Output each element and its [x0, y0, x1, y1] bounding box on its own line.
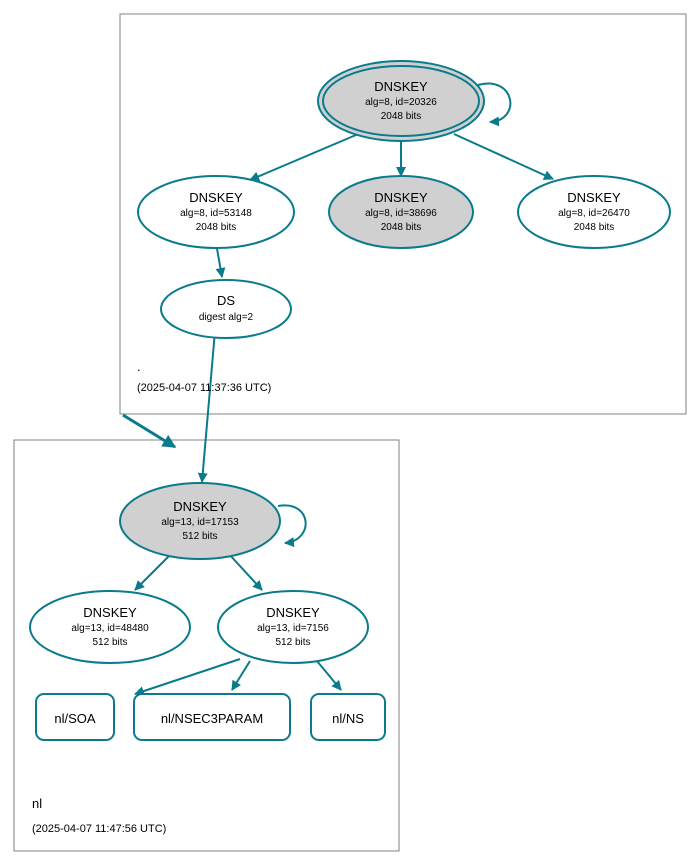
node-alg-id: alg=13, id=17153: [161, 517, 239, 528]
node-alg-id: alg=8, id=38696: [365, 208, 437, 219]
node-bits: 2048 bits: [380, 222, 422, 233]
node-title: DNSKEY: [567, 190, 621, 205]
node-dnskey-48480[interactable]: [30, 591, 190, 663]
node-dnskey-26470[interactable]: [518, 176, 670, 248]
node-rrset-nsec3param[interactable]: [134, 694, 290, 740]
edge-ksknl-to-48480: [135, 553, 172, 590]
node-bits: 2048 bits: [380, 111, 422, 122]
node-title: DS: [216, 293, 236, 308]
node-bits: 2048 bits: [195, 222, 237, 233]
node-alg-id: alg=8, id=20326: [365, 97, 437, 108]
node-digest-alg: digest alg=2: [198, 312, 254, 323]
node-bits: 512 bits: [275, 637, 311, 648]
edge-ksknl-to-7156: [228, 553, 262, 590]
node-title: DNSKEY: [173, 499, 227, 514]
edge-ksk-to-26470: [454, 134, 553, 179]
zone-label-nl: nl: [32, 796, 43, 811]
node-rrset-ns[interactable]: [311, 694, 385, 740]
edge-7156-to-nsec3param: [232, 661, 250, 690]
node-alg-id: alg=13, id=7156: [257, 623, 329, 634]
edge-ksk-to-53148: [250, 132, 363, 180]
node-title: DNSKEY: [374, 190, 428, 205]
node-dnskey-7156[interactable]: [218, 591, 368, 663]
zone-timestamp-root: (2025-04-07 11:37:36 UTC): [137, 382, 272, 394]
node-alg-id: alg=8, id=53148: [180, 208, 252, 219]
node-title: DNSKEY: [374, 79, 428, 94]
edge-7156-to-ns: [317, 661, 341, 690]
node-title: DNSKEY: [189, 190, 243, 205]
zone-label-root: .: [137, 359, 141, 374]
edge-7156-to-soa: [135, 659, 240, 694]
node-alg-id: alg=8, id=26470: [558, 208, 630, 219]
node-bits: 512 bits: [182, 531, 218, 542]
node-dnskey-53148[interactable]: [138, 176, 294, 248]
edge-ds-to-ksk-nl: [202, 331, 215, 482]
node-rrset-soa[interactable]: [36, 694, 114, 740]
node-title: DNSKEY: [83, 605, 137, 620]
node-bits: 2048 bits: [573, 222, 615, 233]
rrset-label: nl/SOA: [54, 711, 96, 726]
node-ds-nl[interactable]: [161, 280, 291, 338]
node-bits: 512 bits: [92, 637, 128, 648]
zone-timestamp-nl: (2025-04-07 11:47:56 UTC): [32, 823, 167, 835]
node-title: DNSKEY: [266, 605, 320, 620]
node-dnskey-38696[interactable]: [329, 176, 473, 248]
edge-zone-root-to-zone-nl: [123, 415, 175, 447]
edge-ksk-nl-self: [278, 505, 306, 543]
rrset-label: nl/NSEC3PARAM: [160, 711, 264, 726]
node-alg-id: alg=13, id=48480: [71, 623, 149, 634]
node-dnskey-20326[interactable]: [318, 61, 484, 141]
rrset-label: nl/NS: [332, 711, 364, 726]
node-dnskey-17153[interactable]: [120, 483, 280, 559]
